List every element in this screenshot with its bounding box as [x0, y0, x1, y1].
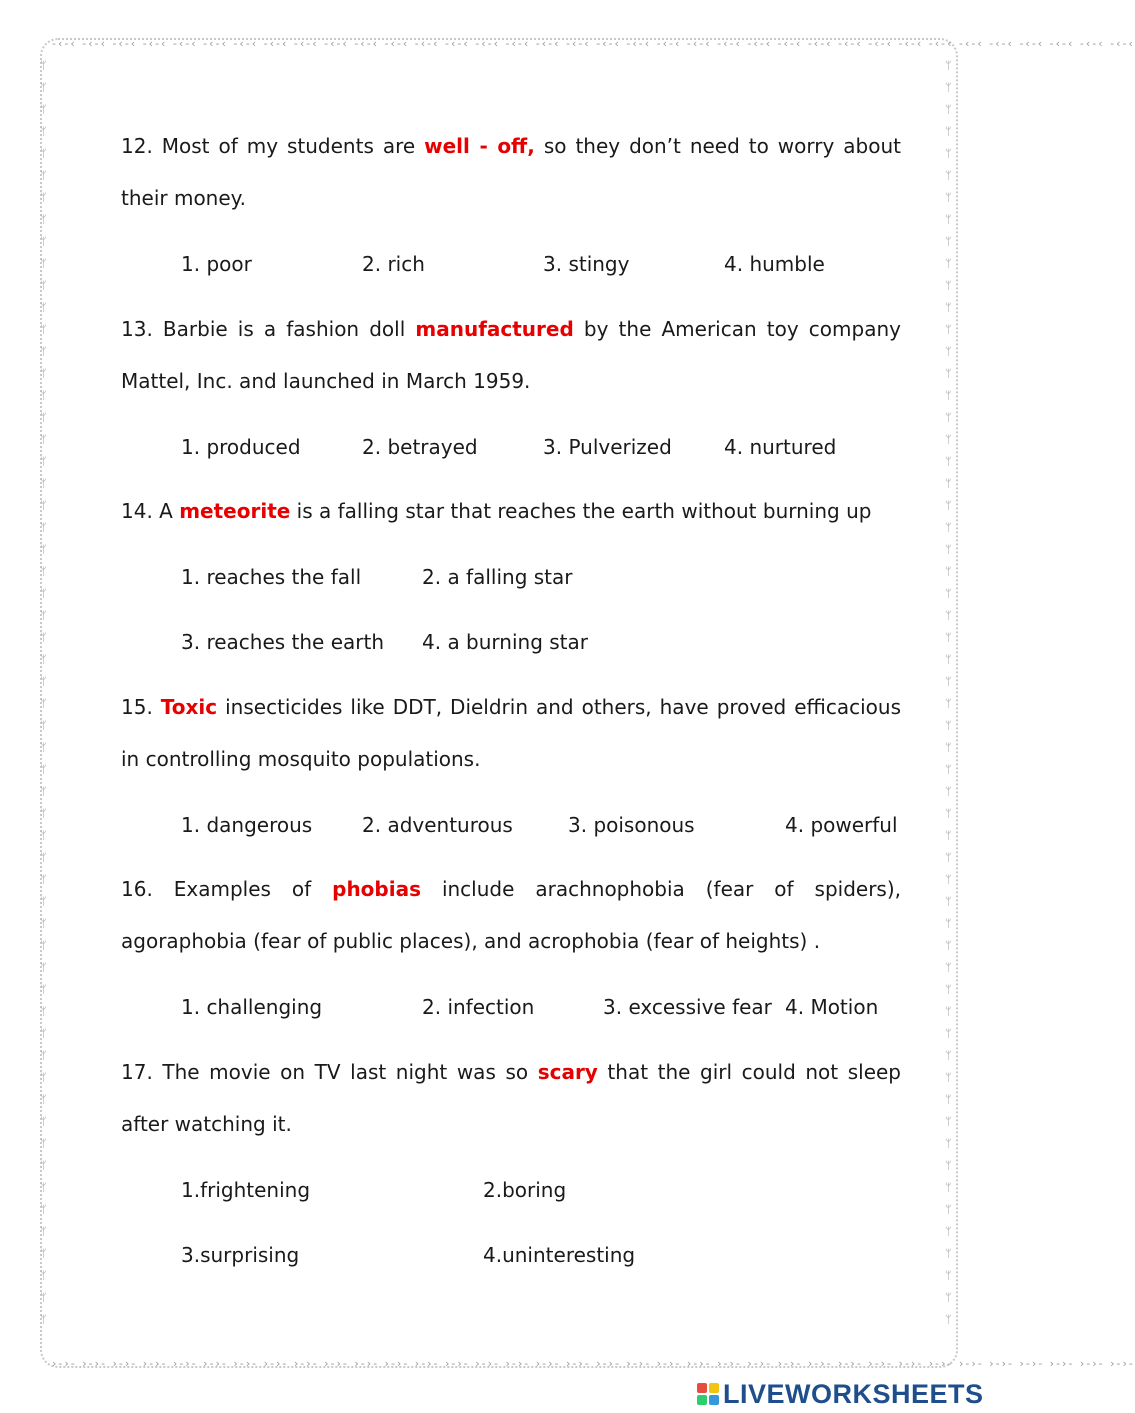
option[interactable]: 2. betrayed	[362, 435, 478, 459]
question-16: 16. Examples of phobias include arachnophobia (fear of spiders), agoraphobia (fear of public places), and acrophobia (fear of heights) .	[121, 877, 902, 953]
keyword: meteorite	[179, 499, 291, 523]
question-15: 15. Toxic insecticides like DDT, Dieldrin and others, have proved efficacious in controlling mosquito populations.	[121, 695, 901, 771]
option[interactable]: 1. produced	[181, 435, 301, 459]
option[interactable]: 4. Motion	[785, 995, 879, 1019]
option[interactable]: 2. rich	[362, 252, 425, 276]
keyword: phobias	[332, 877, 421, 901]
option[interactable]: 1.frightening	[181, 1178, 311, 1202]
keyword: Toxic	[160, 695, 218, 719]
border-ornament-right: ᛘ ᛘ ᛘ ᛘ ᛘ ᛘ ᛘ ᛘ ᛘ ᛘ ᛘ ᛘ ᛘ ᛘ ᛘ ᛘ ᛘ ᛘ ᛘ ᛘ ᛘ ᛘ ᛘ ᛘ ᛘ ᛘ ᛘ ᛘ ᛘ ᛘ ᛘ ᛘ ᛘ ᛘ ᛘ ᛘ ᛘ ᛘ ᛘ ᛘ ᛘ ᛘ ᛘ ᛘ ᛘ ᛘ ᛘ ᛘ ᛘ ᛘ ᛘ ᛘ ᛘ ᛘ ᛘ ᛘ ᛘ ᛘ	[945, 59, 952, 1326]
logo-square	[697, 1383, 707, 1393]
option[interactable]: 1. challenging	[181, 995, 323, 1019]
option[interactable]: 4. nurtured	[724, 435, 837, 459]
brand-footer[interactable]	[697, 1378, 984, 1410]
option[interactable]: 3. excessive fear	[603, 995, 772, 1019]
option[interactable]: 3. poisonous	[568, 813, 695, 837]
option[interactable]: 4. humble	[724, 252, 825, 276]
keyword: scary	[537, 1060, 598, 1084]
option[interactable]: 4. a burning star	[422, 630, 588, 654]
option[interactable]: 1. dangerous	[181, 813, 313, 837]
keyword: manufactured	[415, 317, 574, 341]
option[interactable]: 2. infection	[422, 995, 535, 1019]
question-12: 12. Most of my students are well - off, so they don’t need to worry about their money.	[121, 134, 901, 210]
option[interactable]: 4.uninteresting	[483, 1243, 636, 1267]
border-ornament-bottom: ›-›- ›-›- ›-›- ›-›- ›-›- ›-›- ›-›- ›-›- ›-›- ›-›- ›-›- ›-›- ›-›- ›-›- ›-›- ›-›- ›-›- ›-›- ›-›- ›-›- ›-›- ›-›- ›-›- ›-›- ›-›- ›-›- ›-›- ›-›- ›-›- ›-›- ›-›- ›-›- ›-›- ›-›- ›-›- ›-›-	[52, 1357, 1135, 1370]
border-ornament-top: -‹-‹ -‹-‹ -‹-‹ -‹-‹ -‹-‹ -‹-‹ -‹-‹ -‹-‹ -‹-‹ -‹-‹ -‹-‹ -‹-‹ -‹-‹ -‹-‹ -‹-‹ -‹-‹ -‹-‹ -‹-‹ -‹-‹ -‹-‹ -‹-‹ -‹-‹ -‹-‹ -‹-‹ -‹-‹ -‹-‹ -‹-‹ -‹-‹ -‹-‹ -‹-‹ -‹-‹ -‹-‹ -‹-‹ -‹-‹ -‹-‹ -‹-‹	[52, 37, 1135, 50]
logo-square	[709, 1395, 719, 1405]
option[interactable]: 3. stingy	[543, 252, 630, 276]
option[interactable]: 3. reaches the earth	[181, 630, 385, 654]
option[interactable]: 2. adventurous	[362, 813, 513, 837]
option[interactable]: 1. reaches the fall	[181, 565, 362, 589]
option[interactable]: 2.boring	[483, 1178, 567, 1202]
liveworksheets-logo-icon	[697, 1383, 719, 1405]
option[interactable]: 2. a falling star	[422, 565, 573, 589]
brand-name: LIVEWORKSHEETS	[723, 1378, 984, 1409]
logo-square	[709, 1383, 719, 1393]
option[interactable]: 3.surprising	[181, 1243, 300, 1267]
option[interactable]: 1. poor	[181, 252, 252, 276]
logo-square	[697, 1395, 707, 1405]
option[interactable]: 4. powerful	[785, 813, 898, 837]
option[interactable]: 3. Pulverized	[543, 435, 672, 459]
question-13: 13. Barbie is a fashion doll manufactured by the American toy company Mattel, Inc. and launched in March 1959.	[121, 317, 901, 393]
question-17: 17. The movie on TV last night was so scary that the girl could not sleep after watching it.	[121, 1060, 902, 1136]
border-ornament-left: ᛘ ᛘ ᛘ ᛘ ᛘ ᛘ ᛘ ᛘ ᛘ ᛘ ᛘ ᛘ ᛘ ᛘ ᛘ ᛘ ᛘ ᛘ ᛘ ᛘ ᛘ ᛘ ᛘ ᛘ ᛘ ᛘ ᛘ ᛘ ᛘ ᛘ ᛘ ᛘ ᛘ ᛘ ᛘ ᛘ ᛘ ᛘ ᛘ ᛘ ᛘ ᛘ ᛘ ᛘ ᛘ ᛘ ᛘ ᛘ ᛘ ᛘ ᛘ ᛘ ᛘ ᛘ ᛘ ᛘ ᛘ ᛘ	[40, 59, 47, 1326]
keyword: well - off,	[424, 134, 535, 158]
question-14: 14. A meteorite is a falling star that reaches the earth without burning up	[121, 499, 872, 523]
